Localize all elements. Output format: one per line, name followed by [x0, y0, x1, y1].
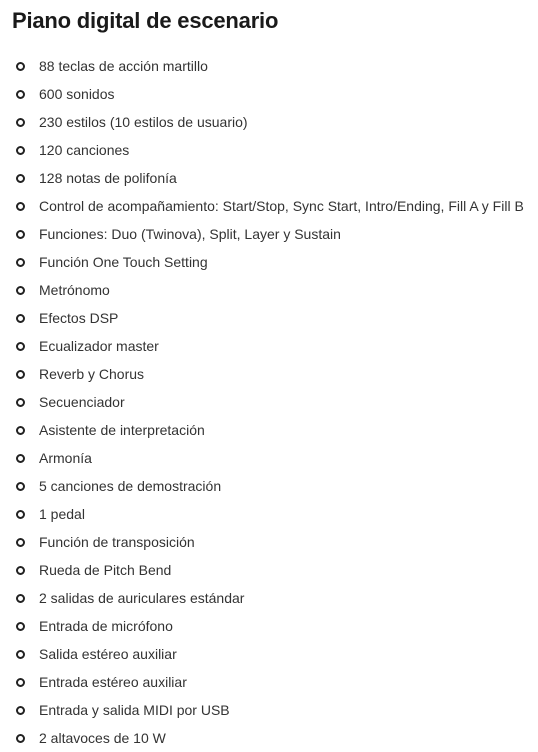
feature-text: 128 notas de polifonía — [39, 170, 177, 186]
list-item — [0, 248, 538, 276]
list-item — [0, 136, 538, 164]
feature-text: Función de transposición — [39, 534, 195, 550]
list-item — [0, 472, 538, 500]
bullet-icon — [16, 678, 25, 687]
feature-text: Salida estéreo auxiliar — [39, 646, 177, 662]
list-item — [0, 584, 538, 612]
feature-text: Asistente de interpretación — [39, 422, 205, 438]
feature-list — [0, 52, 538, 752]
feature-text: 230 estilos (10 estilos de usuario) — [39, 114, 248, 130]
list-item — [0, 696, 538, 724]
page-title: Piano digital de escenario — [12, 8, 279, 33]
list-item — [0, 444, 538, 472]
list-item — [0, 724, 538, 752]
feature-text: 2 altavoces de 10 W — [39, 730, 166, 746]
list-item — [0, 52, 538, 80]
list-item — [0, 528, 538, 556]
list-item — [0, 220, 538, 248]
list-item — [0, 640, 538, 668]
feature-text: Funciones: Duo (Twinova), Split, Layer y Sustain — [39, 226, 341, 242]
feature-text: Entrada y salida MIDI por USB — [39, 702, 230, 718]
list-item — [0, 500, 538, 528]
list-item — [0, 108, 538, 136]
bullet-icon — [16, 398, 25, 407]
bullet-icon — [16, 146, 25, 155]
feature-text: Función One Touch Setting — [39, 254, 208, 270]
bullet-icon — [16, 454, 25, 463]
bullet-icon — [16, 566, 25, 575]
bullet-icon — [16, 650, 25, 659]
feature-text: Metrónomo — [39, 282, 110, 298]
bullet-icon — [16, 342, 25, 351]
bullet-icon — [16, 90, 25, 99]
list-item — [0, 164, 538, 192]
list-item — [0, 556, 538, 584]
bullet-icon — [16, 622, 25, 631]
feature-text: Secuenciador — [39, 394, 125, 410]
list-item — [0, 276, 538, 304]
bullet-icon — [16, 538, 25, 547]
bullet-icon — [16, 482, 25, 491]
list-item — [0, 416, 538, 444]
feature-text: 5 canciones de demostración — [39, 478, 222, 494]
feature-text: Rueda de Pitch Bend — [39, 562, 172, 578]
feature-text: Ecualizador master — [39, 338, 159, 354]
bullet-icon — [16, 62, 25, 71]
feature-text: 600 sonidos — [39, 86, 115, 102]
feature-text: Entrada de micrófono — [39, 618, 173, 634]
bullet-icon — [16, 202, 25, 211]
bullet-icon — [16, 258, 25, 267]
bullet-icon — [16, 314, 25, 323]
feature-text: 1 pedal — [39, 506, 85, 522]
list-item — [0, 304, 538, 332]
list-item — [0, 360, 538, 388]
feature-text: Control de acompañamiento: Start/Stop, Sync Start, Intro/Ending, Fill A y Fill B — [39, 198, 524, 214]
bullet-icon — [16, 370, 25, 379]
feature-text: Entrada estéreo auxiliar — [39, 674, 187, 690]
bullet-icon — [16, 230, 25, 239]
bullet-icon — [16, 286, 25, 295]
bullet-icon — [16, 510, 25, 519]
list-item — [0, 612, 538, 640]
feature-text: 120 canciones — [39, 142, 130, 158]
list-item — [0, 332, 538, 360]
feature-text: 88 teclas de acción martillo — [39, 58, 208, 74]
feature-text: 2 salidas de auriculares estándar — [39, 590, 245, 606]
bullet-icon — [16, 174, 25, 183]
list-item — [0, 80, 538, 108]
list-item — [0, 192, 538, 220]
bullet-icon — [16, 118, 25, 127]
feature-text: Reverb y Chorus — [39, 366, 145, 382]
list-item — [0, 388, 538, 416]
bullet-icon — [16, 734, 25, 743]
list-item — [0, 668, 538, 696]
feature-text: Armonía — [39, 450, 92, 466]
bullet-icon — [16, 426, 25, 435]
feature-text: Efectos DSP — [39, 310, 119, 326]
bullet-icon — [16, 706, 25, 715]
bullet-icon — [16, 594, 25, 603]
